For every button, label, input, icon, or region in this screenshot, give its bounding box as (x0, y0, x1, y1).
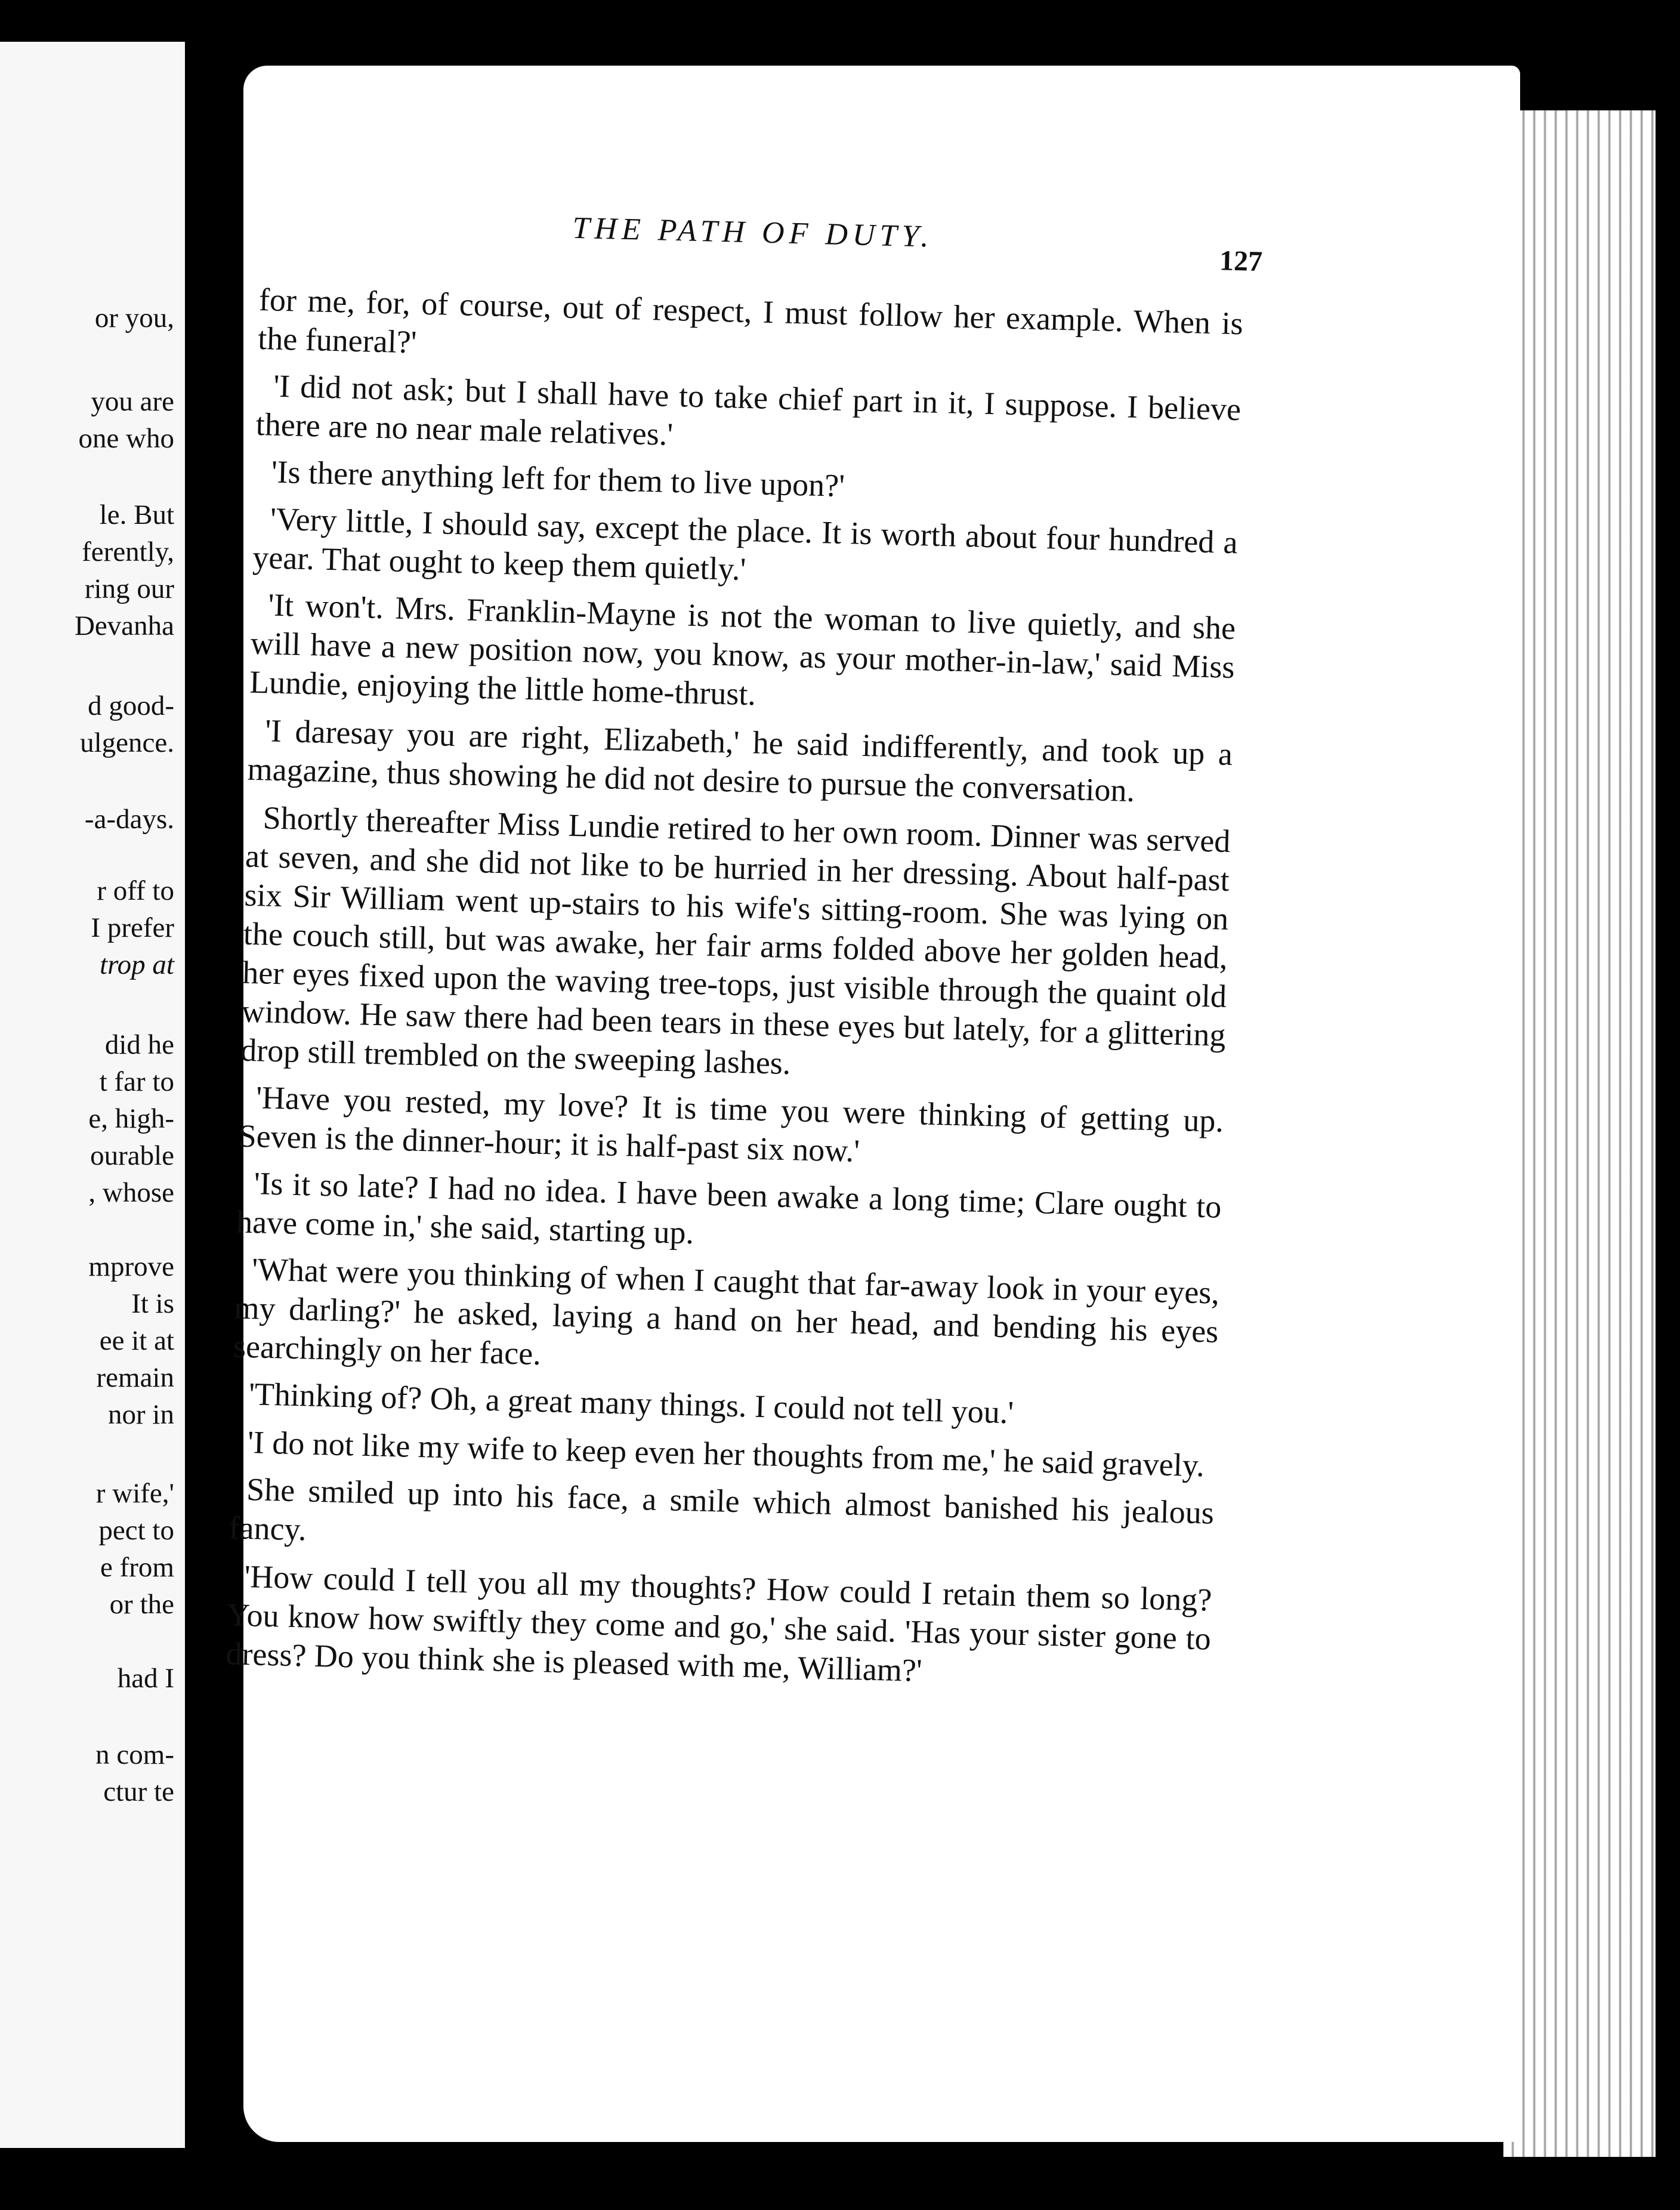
paragraph: 'It won't. Mrs. Franklin-Mayne is not the woman to live quietly, and she will have a new position now, you know, as your mother-in-law,' said Miss Lundie, enjoying the little home-thrust. (249, 587, 1236, 712)
paragraph: 'Very little, I should say, except the place. It is worth about four hundred a year. That ought to keep them quietly.' (252, 501, 1239, 588)
paragraph: 'What were you thinking of when I caught that far-away look in your eyes, my darling?' he asked, laying a hand on her head, and bending his eyes searchingly on her face. (233, 1251, 1220, 1372)
left-fragment: -a-days. (84, 804, 174, 835)
left-fragment: pect to (98, 1515, 174, 1546)
left-fragment: had I (117, 1663, 174, 1694)
paragraph: 'I do not like my wife to keep even her thoughts from me,' he said gravely. (247, 1424, 1205, 1484)
left-fragment: e from (100, 1552, 174, 1583)
left-fragment: r off to (97, 875, 174, 906)
left-fragment: did he (104, 1029, 174, 1060)
paragraph: 'Is there anything left for them to live upon?' (271, 453, 845, 504)
left-fragment: nor in (108, 1399, 174, 1430)
paragraph: 'Is it so late? I had no idea. I have been awake a long time; Clare ought to have come in,' she said, starting up. (236, 1165, 1222, 1251)
left-fragment: one who (78, 423, 174, 454)
left-fragment: trop at (100, 949, 174, 980)
left-fragment: ourable (90, 1140, 174, 1171)
previous-page (0, 42, 185, 2148)
left-fragment: ferently, (82, 536, 174, 567)
left-fragment: or you, (94, 303, 174, 334)
book-page (225, 66, 1520, 2142)
left-fragment: d good- (88, 690, 174, 721)
page-stack-edge (1503, 110, 1656, 2157)
paragraph: 'I did not ask; but I shall have to take chief part in it, I suppose. I believe there are no near male relatives.' (255, 368, 1242, 452)
left-fragment: remain (96, 1362, 174, 1393)
left-fragment: t far to (99, 1066, 174, 1097)
running-title: THE PATH OF DUTY. (572, 211, 934, 254)
left-fragment: r wife,' (95, 1478, 174, 1509)
left-fragment: Devanha (74, 610, 174, 641)
left-fragment: le. But (99, 499, 174, 530)
left-fragment: you are (91, 386, 174, 417)
book-gutter (185, 42, 243, 2148)
paragraph: Shortly thereafter Miss Lundie retired to her own room. Dinner was served at seven, and she did not like to be hurried in her dressing. About half-past six Sir William went up-stairs to his wife's sitting-room. She was lying on the couch still, but was awake, her fair arms folded above her golden head, her eyes fixed upon the waving tree-tops, just visible through the quaint old window. He saw there had been tears in these eyes but lately, for a glittering drop still trembled on the sweeping lashes. (240, 800, 1231, 1082)
left-fragment: n com- (95, 1739, 174, 1770)
left-fragment: , whose (88, 1177, 174, 1208)
left-fragment: It is (131, 1288, 174, 1319)
left-fragment: ee it at (99, 1325, 174, 1356)
paragraph: 'Thinking of? Oh, a great many things. I could not tell you.' (248, 1376, 1014, 1431)
paragraph: She smiled up into his face, a smile which almost banished his jealous fancy. (228, 1471, 1215, 1548)
paragraph: 'How could I tell you all my thoughts? How could I retain them so long? You know how swiftly they come and go,' she said. 'Has your sister gone to dress? Do you think she is pleased with me, William?' (225, 1558, 1212, 1689)
body-text (226, 280, 1244, 1697)
page-content (225, 203, 1263, 1706)
left-fragment: e, high- (88, 1103, 174, 1134)
left-fragment: I prefer (91, 912, 174, 943)
paragraph: 'I daresay you are right, Elizabeth,' he said indifferently, and took up a magazine, thus showing he did not desire to pursue the conversation. (247, 712, 1233, 809)
paragraph: 'Have you rested, my love? It is time you were thinking of getting up. Seven is the dinner-hour; it is half-past six now.' (238, 1079, 1224, 1169)
paragraph: for me, for, of course, out of respect, I must follow her example. When is the funeral?' (257, 281, 1244, 360)
page-number: 127 (1219, 245, 1263, 278)
left-fragment: ulgence. (80, 727, 174, 758)
left-fragment: ring our (84, 573, 174, 604)
left-fragment: ctur te (103, 1776, 174, 1807)
left-fragment: mprove (88, 1251, 174, 1282)
left-fragment: or the (109, 1589, 174, 1620)
